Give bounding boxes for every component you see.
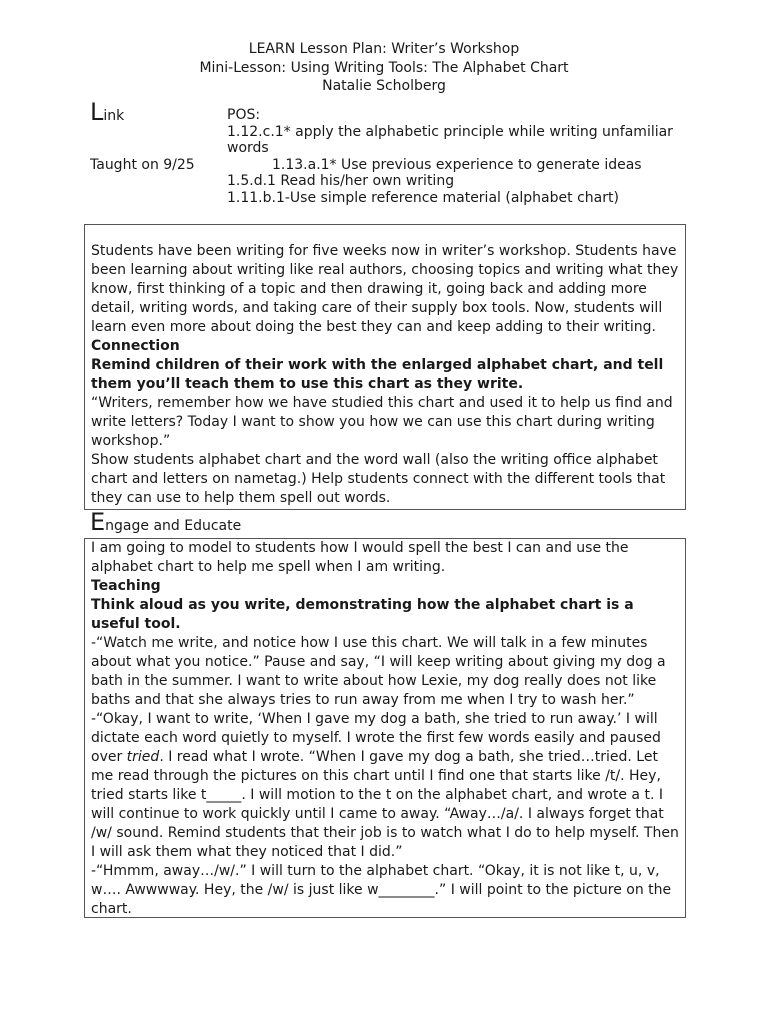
author-name: Natalie Scholberg bbox=[322, 78, 446, 94]
teaching-intro: I am going to model to students how I would spell the best I can and use the alphabet chart to help me spell when I am writing. bbox=[91, 540, 629, 575]
engage-heading bbox=[90, 510, 241, 534]
engage-initial: E bbox=[90, 508, 106, 536]
mini-lesson-title: Mini-Lesson: Using Writing Tools: The Alphabet Chart bbox=[199, 59, 569, 76]
teaching-text: . I read what I wrote. “When I gave my dog a bath, she tried…tried. Let me read through the pictures on this chart until I find one that starts like /t/. Hey, tried starts like t_____. I will motion to the t on the alphabet chart, and wrote a t. I will continue to work quickly until I came to away. “Away…/a/. I always forget that /w/ sound. Remind students that their job is to watch what I do to help myself. Then I will ask them what they noticed that I did.” bbox=[91, 749, 679, 860]
engage-heading-rest: ngage and Educate bbox=[105, 518, 242, 534]
pos-standards bbox=[227, 107, 687, 206]
teaching-paragraph: -“Watch me write, and notice how I use this chart. We will talk in a few minutes about what you notice.” Pause and say, “I will keep writing about giving my dog a bath in the summer. I want to write about how Lexie, my dog really does not like baths and that she always tries to run away from me when I try to wash her.” bbox=[91, 635, 666, 708]
teaching-box bbox=[84, 538, 686, 918]
connection-quote: “Writers, remember how we have studied this chart and used it to help us find and write letters? Today I want to show you how we can use this chart during writing workshop.” bbox=[91, 395, 673, 449]
connection-box bbox=[84, 224, 686, 510]
link-initial: L bbox=[90, 98, 104, 126]
link-heading bbox=[90, 100, 124, 124]
teaching-italic-word: tried bbox=[126, 749, 160, 765]
connection-show: Show students alphabet chart and the word wall (also the writing office alphabet chart and letters on nametag.) Help students connect with the different tools that they can use to help them spell out words. bbox=[91, 452, 666, 506]
teaching-paragraph bbox=[91, 710, 679, 862]
teaching-instruction: Think aloud as you write, demonstrating how the alphabet chart is a useful tool. bbox=[91, 597, 634, 632]
connection-heading: Connection bbox=[91, 338, 180, 354]
link-section bbox=[90, 100, 690, 212]
connection-instruction: Remind children of their work with the enlarged alphabet chart, and tell them you’ll teach them to use this chart as they write. bbox=[91, 357, 664, 392]
standard-item: 1.13.a.1* Use previous experience to generate ideas bbox=[272, 156, 642, 173]
teaching-paragraph: -“Hmmm, away…/w/.” I will turn to the alphabet chart. “Okay, it is not like t, u, v, w…. Awwwway. Hey, the /w/ is just like w________.” I will point to the picture on the chart. bbox=[91, 863, 672, 917]
pos-label: POS: bbox=[227, 107, 261, 123]
link-heading-rest: ink bbox=[103, 108, 125, 124]
connection-intro: Students have been writing for five weeks now in writer’s workshop. Students have been learning about writing like real authors, choosing topics and writing what they know, first thinking of a topic and then drawing it, going back and adding more detail, writing words, and taking care of their supply box tools. Now, students will learn even more about doing the best they can and keep adding to their writing. bbox=[91, 243, 679, 335]
teaching-heading: Teaching bbox=[91, 578, 161, 594]
lesson-plan-title: LEARN Lesson Plan: Writer’s Workshop bbox=[248, 41, 520, 57]
teaching-text: -“Okay, I want to write, ‘When I gave my dog a bath, she tried to run away.’ I will dictate each word quietly to myself. I wrote the first few words easily and paused over bbox=[91, 711, 661, 765]
standard-item: 1.12.c.1* apply the alphabetic principle while writing unfamiliar words bbox=[227, 123, 673, 156]
document-header bbox=[0, 40, 768, 96]
standard-item: 1.11.b.1-Use simple reference material (alphabet chart) bbox=[227, 189, 619, 206]
taught-date: Taught on 9/25 bbox=[90, 157, 195, 173]
standard-item: 1.5.d.1 Read his/her own writing bbox=[227, 173, 455, 189]
